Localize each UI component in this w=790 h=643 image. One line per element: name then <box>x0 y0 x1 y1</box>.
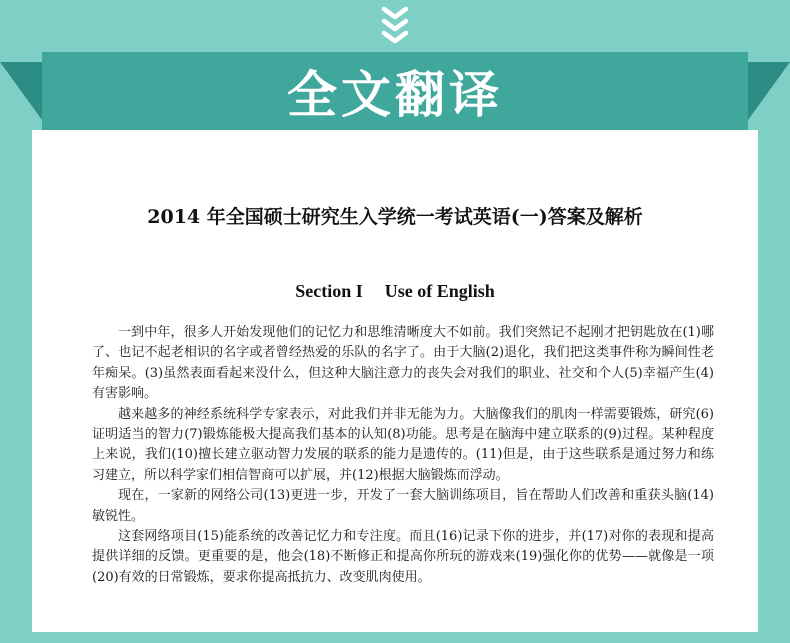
paragraph-1: 一到中年，很多人开始发现他们的记忆力和思维清晰度大不如前。我们突然记不起刚才把钥匙放在(1)哪了、也记不起老相识的名字或者曾经热爱的乐队的名字了。由于大脑(2)退化，我们把这类事件称为瞬间性老年痴呆。(3)虽然表面看起来没什么，但这种大脑注意力的丧失会对我们的职业、社交和个人(5)幸福产生(4)有害影响。 <box>92 325 714 402</box>
document-page <box>32 130 758 632</box>
paragraph-4: 这套网络项目(15)能系统的改善记忆力和专注度。而且(16)记录下你的进步，并(17)对你的表现和提高提供详细的反馈。更重要的是，他会(18)不断修正和提高你所玩的游戏来(19)强化你的优势——就像是一项(20)有效的日常锻炼，要求你提高抵抗力、改变肌肉使用。 <box>92 529 714 585</box>
section-label: Section I <box>295 281 363 301</box>
section-heading <box>32 281 758 302</box>
document-title: 2014 年全国硕士研究生入学统一考试英语(一)答案及解析 <box>147 206 643 228</box>
paragraph-3: 现在，一家新的网络公司(13)更进一步，开发了一套大脑训练项目，旨在帮助人们改善和重获头脑(14)敏锐性。 <box>92 488 714 524</box>
banner-fold-right <box>748 62 790 120</box>
section-name: Use of English <box>384 281 495 301</box>
chevron-down-icon <box>372 2 418 46</box>
banner-fold-left <box>0 62 42 120</box>
banner <box>42 52 748 130</box>
paragraph-2: 越来越多的神经系统科学专家表示，对此我们并非无能为力。大脑像我们的肌肉一样需要锻炼，研究(6)证明适当的智力(7)锻炼能极大提高我们基本的认知(8)功能。思考是在脑海中建立联系的(9)过程。某种程度上来说，我们(10)擅长建立驱动智力发展的联系的能力是遗传的。(11)但是，由于这些联系是通过努力和练习建立，所以科学家们相信智商可以扩展，并(12)根据大脑锻炼而浮动。 <box>92 406 714 483</box>
banner-title: 全文翻译 <box>287 66 503 124</box>
translation-body <box>92 323 714 588</box>
